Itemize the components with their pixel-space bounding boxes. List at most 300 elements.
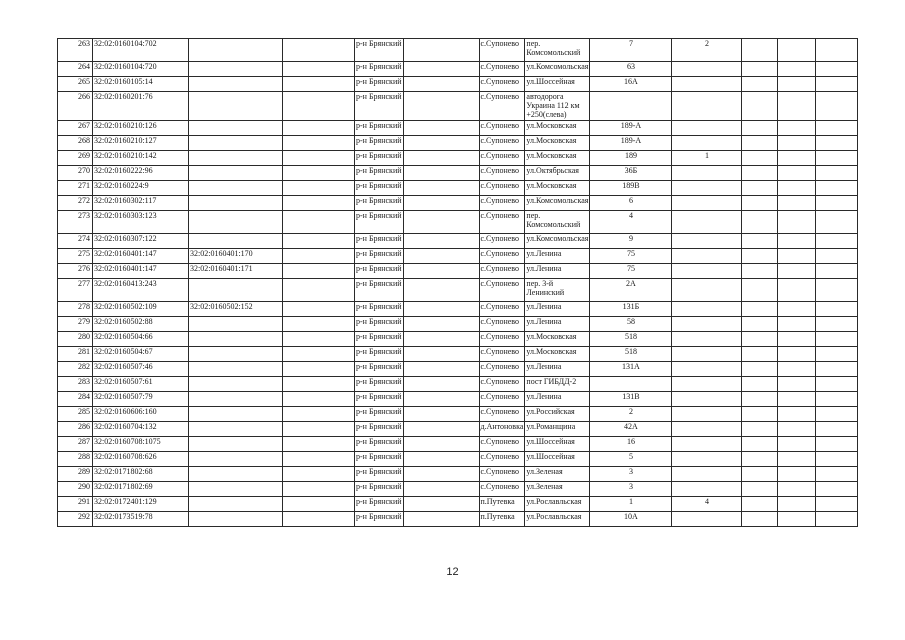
row-number-cell: 265 [58,77,93,92]
house-number-cell: 131А [590,362,672,377]
table-row [58,407,858,422]
empty-cell [403,437,479,452]
locality-cell: с.Супонево [479,302,525,317]
empty-cell [283,392,355,407]
empty-cell [742,347,778,362]
related-cadastral-number-cell [189,377,283,392]
street-cell: ул.Шоссейная [525,452,590,467]
empty-cell [283,39,355,62]
house-number-cell: 2А [590,279,672,302]
row-number-cell: 288 [58,452,93,467]
empty-cell [742,302,778,317]
region-cell: р-н Брянский [355,249,404,264]
locality-cell: с.Супонево [479,437,525,452]
building-number-cell [672,377,742,392]
cadastral-number-cell: 32:02:0160504:67 [93,347,189,362]
cadastral-number-cell: 32:02:0160210:126 [93,121,189,136]
table-row [58,136,858,151]
empty-cell [816,422,858,437]
house-number-cell: 10А [590,512,672,527]
empty-cell [816,92,858,121]
empty-cell [403,264,479,279]
empty-cell [283,249,355,264]
street-cell: ул.Рославльская [525,512,590,527]
empty-cell [403,121,479,136]
cadastral-number-cell: 32:02:0160224:9 [93,181,189,196]
cadastral-number-cell: 32:02:0160105:14 [93,77,189,92]
building-number-cell [672,512,742,527]
row-number-cell: 268 [58,136,93,151]
empty-cell [283,211,355,234]
house-number-cell: 189В [590,181,672,196]
empty-cell [742,467,778,482]
empty-cell [778,234,816,249]
registry-table-container [57,38,858,527]
table-row [58,512,858,527]
locality-cell: с.Супонево [479,362,525,377]
cadastral-number-cell: 32:02:0160210:142 [93,151,189,166]
house-number-cell [590,92,672,121]
table-row [58,467,858,482]
table-row [58,422,858,437]
cadastral-number-cell: 32:02:0160413:243 [93,279,189,302]
related-cadastral-number-cell [189,234,283,249]
empty-cell [742,377,778,392]
locality-cell: с.Супонево [479,39,525,62]
locality-cell: п.Путевка [479,497,525,512]
table-row [58,302,858,317]
cadastral-number-cell: 32:02:0160401:147 [93,264,189,279]
street-cell: ул.Комсомольская [525,62,590,77]
empty-cell [283,482,355,497]
empty-cell [283,347,355,362]
cadastral-number-cell: 32:02:0160502:109 [93,302,189,317]
street-cell: ул.Октябрьская [525,166,590,181]
related-cadastral-number-cell [189,121,283,136]
related-cadastral-number-cell [189,317,283,332]
row-number-cell: 287 [58,437,93,452]
related-cadastral-number-cell [189,437,283,452]
empty-cell [816,332,858,347]
table-row [58,77,858,92]
region-cell: р-н Брянский [355,422,404,437]
region-cell: р-н Брянский [355,332,404,347]
empty-cell [742,452,778,467]
empty-cell [742,151,778,166]
locality-cell: с.Супонево [479,77,525,92]
empty-cell [778,317,816,332]
table-row [58,332,858,347]
empty-cell [778,332,816,347]
table-row [58,62,858,77]
empty-cell [403,452,479,467]
cadastral-number-cell: 32:02:0160201:76 [93,92,189,121]
empty-cell [816,249,858,264]
empty-cell [283,512,355,527]
cadastral-number-cell: 32:02:0171802:69 [93,482,189,497]
house-number-cell: 131В [590,392,672,407]
empty-cell [816,77,858,92]
cadastral-number-cell: 32:02:0160507:46 [93,362,189,377]
house-number-cell: 4 [590,211,672,234]
related-cadastral-number-cell: 32:02:0160401:171 [189,264,283,279]
region-cell: р-н Брянский [355,437,404,452]
empty-cell [283,407,355,422]
region-cell: р-н Брянский [355,497,404,512]
empty-cell [742,512,778,527]
empty-cell [742,166,778,181]
empty-cell [403,407,479,422]
building-number-cell [672,437,742,452]
house-number-cell: 5 [590,452,672,467]
locality-cell: с.Супонево [479,211,525,234]
empty-cell [778,166,816,181]
empty-cell [403,136,479,151]
locality-cell: с.Супонево [479,166,525,181]
building-number-cell [672,362,742,377]
empty-cell [283,302,355,317]
cadastral-number-cell: 32:02:0160222:96 [93,166,189,181]
empty-cell [816,377,858,392]
table-row [58,92,858,121]
house-number-cell: 58 [590,317,672,332]
empty-cell [816,317,858,332]
region-cell: р-н Брянский [355,452,404,467]
related-cadastral-number-cell [189,92,283,121]
related-cadastral-number-cell [189,77,283,92]
region-cell: р-н Брянский [355,234,404,249]
region-cell: р-н Брянский [355,211,404,234]
empty-cell [403,347,479,362]
region-cell: р-н Брянский [355,467,404,482]
related-cadastral-number-cell [189,347,283,362]
row-number-cell: 272 [58,196,93,211]
related-cadastral-number-cell [189,279,283,302]
house-number-cell: 3 [590,482,672,497]
empty-cell [816,467,858,482]
empty-cell [283,151,355,166]
house-number-cell: 518 [590,332,672,347]
table-row [58,211,858,234]
cadastral-number-cell: 32:02:0160708:1075 [93,437,189,452]
row-number-cell: 290 [58,482,93,497]
region-cell: р-н Брянский [355,347,404,362]
street-cell: автодорога Украина 112 км +250(слева) [525,92,590,121]
related-cadastral-number-cell: 32:02:0160502:152 [189,302,283,317]
row-number-cell: 264 [58,62,93,77]
empty-cell [816,279,858,302]
empty-cell [742,196,778,211]
building-number-cell [672,332,742,347]
table-row [58,166,858,181]
region-cell: р-н Брянский [355,392,404,407]
table-row [58,482,858,497]
building-number-cell: 1 [672,151,742,166]
street-cell: ул.Московская [525,136,590,151]
house-number-cell: 16А [590,77,672,92]
street-cell: ул.Ленина [525,392,590,407]
related-cadastral-number-cell [189,512,283,527]
empty-cell [778,392,816,407]
empty-cell [403,332,479,347]
table-row [58,437,858,452]
related-cadastral-number-cell [189,497,283,512]
table-row [58,362,858,377]
street-cell: ул.Зеленая [525,482,590,497]
street-cell: ул.Зеленая [525,467,590,482]
region-cell: р-н Брянский [355,302,404,317]
empty-cell [283,166,355,181]
cadastral-number-cell: 32:02:0171802:68 [93,467,189,482]
table-row [58,196,858,211]
cadastral-number-cell: 32:02:0160303:123 [93,211,189,234]
locality-cell: с.Супонево [479,249,525,264]
street-cell: ул.Московская [525,332,590,347]
cadastral-number-cell: 32:02:0172401:129 [93,497,189,512]
row-number-cell: 279 [58,317,93,332]
empty-cell [816,181,858,196]
locality-cell: с.Супонево [479,317,525,332]
table-row [58,39,858,62]
house-number-cell: 131Б [590,302,672,317]
cadastral-number-cell: 32:02:0160302:117 [93,196,189,211]
region-cell: р-н Брянский [355,377,404,392]
table-row [58,264,858,279]
row-number-cell: 283 [58,377,93,392]
house-number-cell: 2 [590,407,672,422]
region-cell: р-н Брянский [355,512,404,527]
empty-cell [283,234,355,249]
building-number-cell [672,422,742,437]
building-number-cell [672,166,742,181]
empty-cell [742,279,778,302]
empty-cell [403,249,479,264]
empty-cell [778,136,816,151]
region-cell: р-н Брянский [355,264,404,279]
table-row [58,392,858,407]
region-cell: р-н Брянский [355,77,404,92]
locality-cell: с.Супонево [479,279,525,302]
locality-cell: с.Супонево [479,136,525,151]
empty-cell [816,407,858,422]
empty-cell [778,512,816,527]
empty-cell [403,279,479,302]
empty-cell [403,39,479,62]
empty-cell [778,437,816,452]
empty-cell [778,407,816,422]
empty-cell [283,422,355,437]
house-number-cell: 3 [590,467,672,482]
street-cell: ул.Ленина [525,264,590,279]
row-number-cell: 273 [58,211,93,234]
cadastral-number-cell: 32:02:0160104:702 [93,39,189,62]
house-number-cell: 189-А [590,121,672,136]
table-row [58,121,858,136]
cadastral-number-cell: 32:02:0160704:132 [93,422,189,437]
empty-cell [283,196,355,211]
empty-cell [778,302,816,317]
cadastral-number-cell: 32:02:0160210:127 [93,136,189,151]
row-number-cell: 282 [58,362,93,377]
empty-cell [816,362,858,377]
empty-cell [742,332,778,347]
table-row [58,234,858,249]
cadastral-number-cell: 32:02:0160507:61 [93,377,189,392]
row-number-cell: 277 [58,279,93,302]
empty-cell [778,249,816,264]
empty-cell [742,362,778,377]
empty-cell [742,422,778,437]
empty-cell [816,211,858,234]
cadastral-number-cell: 32:02:0160104:720 [93,62,189,77]
empty-cell [283,317,355,332]
empty-cell [403,362,479,377]
building-number-cell [672,196,742,211]
region-cell: р-н Брянский [355,181,404,196]
empty-cell [403,422,479,437]
empty-cell [778,497,816,512]
building-number-cell [672,62,742,77]
empty-cell [403,234,479,249]
related-cadastral-number-cell [189,392,283,407]
empty-cell [742,234,778,249]
empty-cell [816,196,858,211]
empty-cell [778,39,816,62]
region-cell: р-н Брянский [355,121,404,136]
empty-cell [283,121,355,136]
empty-cell [816,136,858,151]
building-number-cell [672,136,742,151]
row-number-cell: 276 [58,264,93,279]
empty-cell [403,467,479,482]
cadastral-number-cell: 32:02:0160401:147 [93,249,189,264]
related-cadastral-number-cell [189,407,283,422]
locality-cell: с.Супонево [479,264,525,279]
empty-cell [816,62,858,77]
street-cell: ул.Ленина [525,362,590,377]
empty-cell [283,279,355,302]
street-cell: ул.Российская [525,407,590,422]
building-number-cell [672,279,742,302]
street-cell: ул.Комсомольская [525,234,590,249]
building-number-cell [672,392,742,407]
empty-cell [283,452,355,467]
row-number-cell: 289 [58,467,93,482]
empty-cell [283,497,355,512]
table-body [58,39,858,527]
table-row [58,151,858,166]
empty-cell [283,467,355,482]
empty-cell [816,347,858,362]
empty-cell [778,279,816,302]
building-number-cell [672,234,742,249]
building-number-cell [672,211,742,234]
building-number-cell [672,317,742,332]
empty-cell [742,407,778,422]
building-number-cell [672,302,742,317]
related-cadastral-number-cell [189,422,283,437]
empty-cell [403,497,479,512]
cadastral-number-cell: 32:02:0160507:79 [93,392,189,407]
building-number-cell [672,92,742,121]
region-cell: р-н Брянский [355,407,404,422]
empty-cell [403,166,479,181]
empty-cell [778,377,816,392]
empty-cell [778,211,816,234]
house-number-cell: 16 [590,437,672,452]
empty-cell [778,77,816,92]
related-cadastral-number-cell [189,362,283,377]
empty-cell [403,92,479,121]
locality-cell: с.Супонево [479,332,525,347]
row-number-cell: 284 [58,392,93,407]
street-cell: ул.Московская [525,347,590,362]
empty-cell [283,62,355,77]
related-cadastral-number-cell [189,136,283,151]
locality-cell: с.Супонево [479,407,525,422]
row-number-cell: 275 [58,249,93,264]
locality-cell: с.Супонево [479,234,525,249]
empty-cell [778,62,816,77]
street-cell: ул.Московская [525,181,590,196]
street-cell: пер. Комсомольский [525,211,590,234]
house-number-cell: 189 [590,151,672,166]
related-cadastral-number-cell [189,332,283,347]
house-number-cell: 7 [590,39,672,62]
related-cadastral-number-cell [189,62,283,77]
row-number-cell: 263 [58,39,93,62]
registry-table [57,38,858,527]
locality-cell: с.Супонево [479,181,525,196]
cadastral-number-cell: 32:02:0173519:78 [93,512,189,527]
empty-cell [283,377,355,392]
row-number-cell: 266 [58,92,93,121]
locality-cell: с.Супонево [479,151,525,166]
empty-cell [742,437,778,452]
region-cell: р-н Брянский [355,62,404,77]
street-cell: ул.Романщина [525,422,590,437]
empty-cell [778,452,816,467]
region-cell: р-н Брянский [355,136,404,151]
building-number-cell [672,347,742,362]
building-number-cell [672,121,742,136]
empty-cell [403,392,479,407]
empty-cell [742,181,778,196]
empty-cell [816,482,858,497]
empty-cell [778,422,816,437]
region-cell: р-н Брянский [355,279,404,302]
region-cell: р-н Брянский [355,39,404,62]
empty-cell [778,196,816,211]
empty-cell [816,39,858,62]
building-number-cell [672,249,742,264]
row-number-cell: 269 [58,151,93,166]
empty-cell [403,181,479,196]
empty-cell [742,249,778,264]
building-number-cell [672,181,742,196]
empty-cell [778,151,816,166]
empty-cell [742,39,778,62]
row-number-cell: 270 [58,166,93,181]
empty-cell [816,121,858,136]
cadastral-number-cell: 32:02:0160606:160 [93,407,189,422]
empty-cell [778,92,816,121]
street-cell: ул.Ленина [525,249,590,264]
empty-cell [816,497,858,512]
locality-cell: д.Антоновка [479,422,525,437]
empty-cell [403,77,479,92]
cadastral-number-cell: 32:02:0160708:626 [93,452,189,467]
